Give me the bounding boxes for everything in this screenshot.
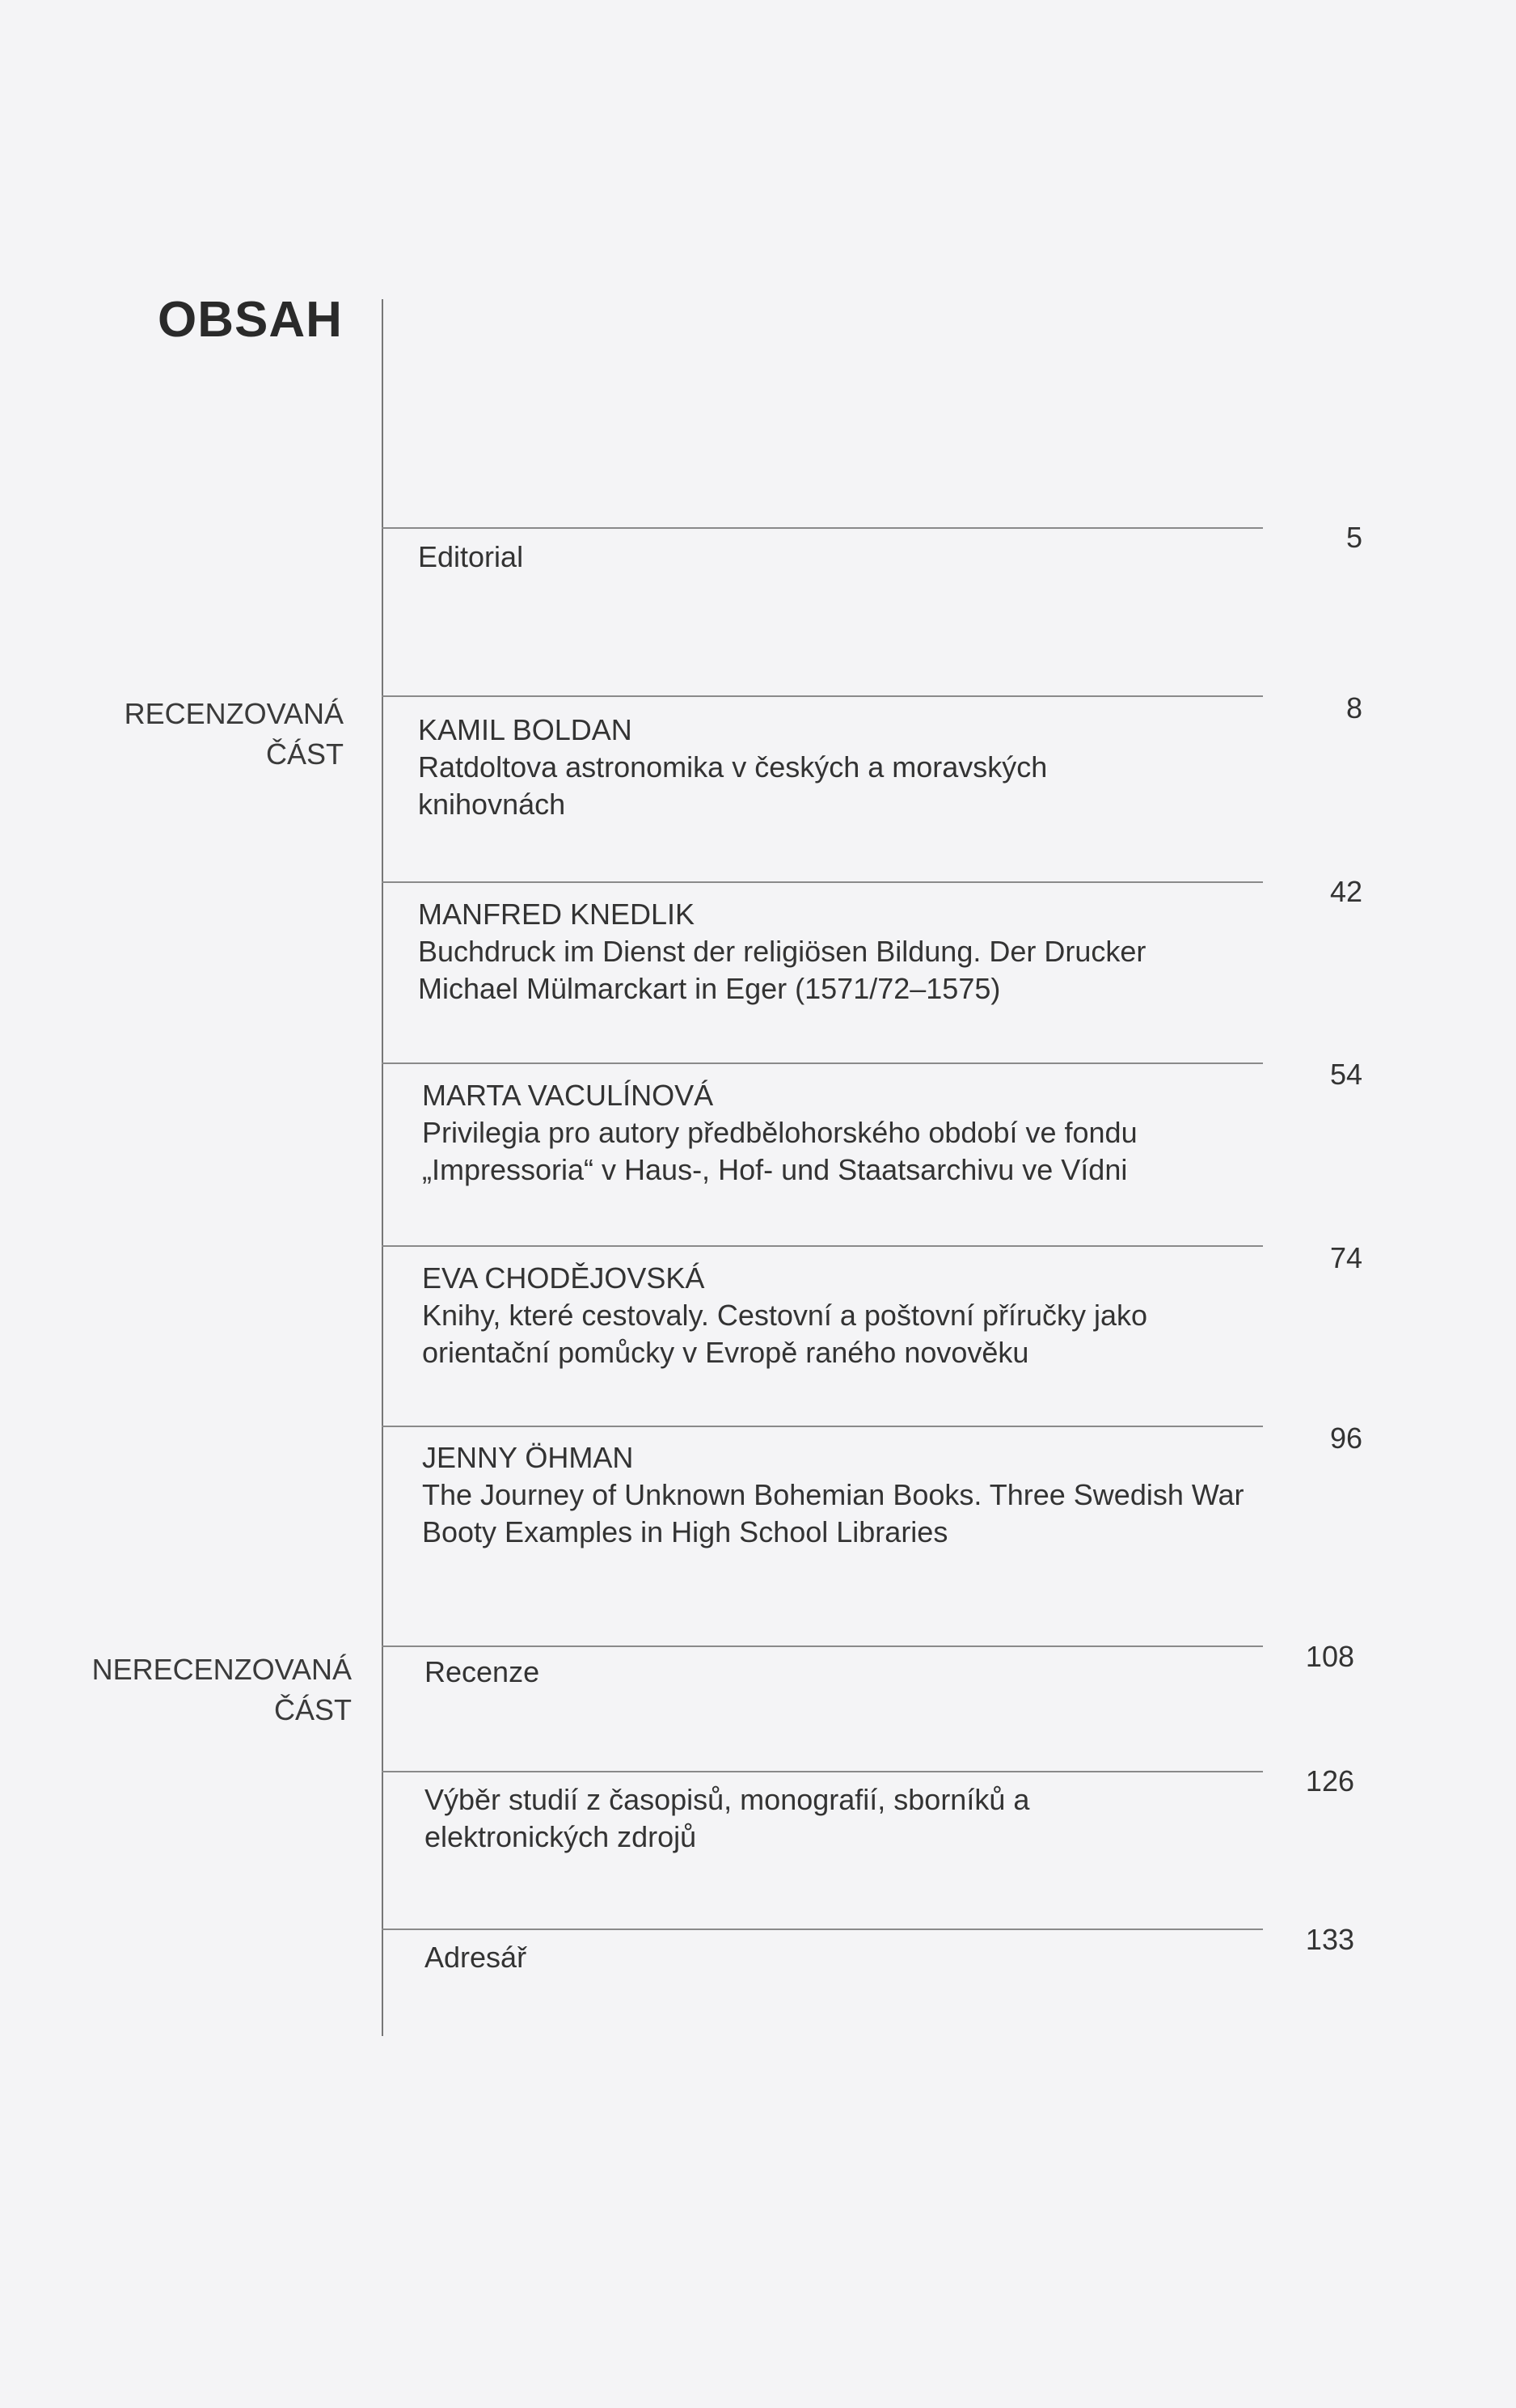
toc-entry [418, 896, 1267, 1008]
toc-entry [424, 1781, 1273, 1856]
entry-page-number: 8 [1345, 691, 1362, 725]
entry-author: MANFRED KNEDLIK [418, 898, 695, 931]
entry-page-number: 96 [1329, 1422, 1362, 1455]
section-label-reviewed: RECENZOVANÁ ČÁST [124, 697, 344, 771]
entry-title: Ratdoltova astronomika v českých a moravských knihovnách [418, 750, 1048, 821]
entry-divider [382, 1645, 1263, 1647]
entry-divider [382, 1245, 1263, 1247]
page-title: OBSAH [158, 292, 343, 348]
entry-title: Výběr studií z časopisů, monografií, sborníků a elektronických zdrojů [424, 1783, 1030, 1853]
entry-page-number: 54 [1329, 1058, 1362, 1091]
entry-page-number: 133 [1305, 1923, 1354, 1956]
entry-title: Buchdruck im Dienst der religiösen Bildung. Der Drucker Michael Mülmarckart in Eger (1571/72–1575) [418, 935, 1147, 1005]
vertical-rule [382, 299, 383, 2036]
entry-page-number: 126 [1305, 1764, 1354, 1798]
entry-divider [382, 695, 1263, 697]
entry-divider [382, 527, 1263, 529]
entry-divider [382, 881, 1263, 883]
entry-author: EVA CHODĚJOVSKÁ [422, 1261, 705, 1295]
entry-title: Privilegia pro autory předbělohorského období ve fondu „Impressoria“ v Haus-, Hof- und Staatsarchivu ve Vídni [422, 1116, 1138, 1186]
entry-author: JENNY ÖHMAN [422, 1441, 634, 1474]
entry-title: Editorial [418, 540, 524, 573]
entry-title: Recenze [424, 1655, 540, 1688]
entry-page-number: 42 [1329, 875, 1362, 908]
entry-page-number: 108 [1305, 1640, 1354, 1673]
toc-entry [422, 1260, 1271, 1371]
entry-divider [382, 1771, 1263, 1772]
entry-title: Knihy, které cestovaly. Cestovní a poštovní příručky jako orientační pomůcky v Evropě raného novověku [422, 1299, 1148, 1369]
toc-entry [422, 1439, 1271, 1551]
toc-entry [418, 539, 1267, 576]
toc-entry [422, 1077, 1271, 1189]
toc-entry [424, 1939, 1273, 1976]
entry-page-number: 74 [1329, 1241, 1362, 1274]
entry-title: The Journey of Unknown Bohemian Books. Three Swedish War Booty Examples in High School Libraries [422, 1478, 1244, 1548]
entry-author: MARTA VACULÍNOVÁ [422, 1079, 714, 1112]
entry-divider [382, 1929, 1263, 1930]
toc-entry [424, 1654, 1273, 1691]
entry-title: Adresář [424, 1941, 527, 1974]
entry-divider [382, 1062, 1263, 1064]
entry-divider [382, 1426, 1263, 1427]
entry-page-number: 5 [1345, 521, 1362, 554]
entry-author: KAMIL BOLDAN [418, 713, 632, 746]
toc-entry [418, 712, 1267, 823]
section-label-nonreviewed: NERECENZOVANÁ ČÁST [91, 1653, 352, 1726]
